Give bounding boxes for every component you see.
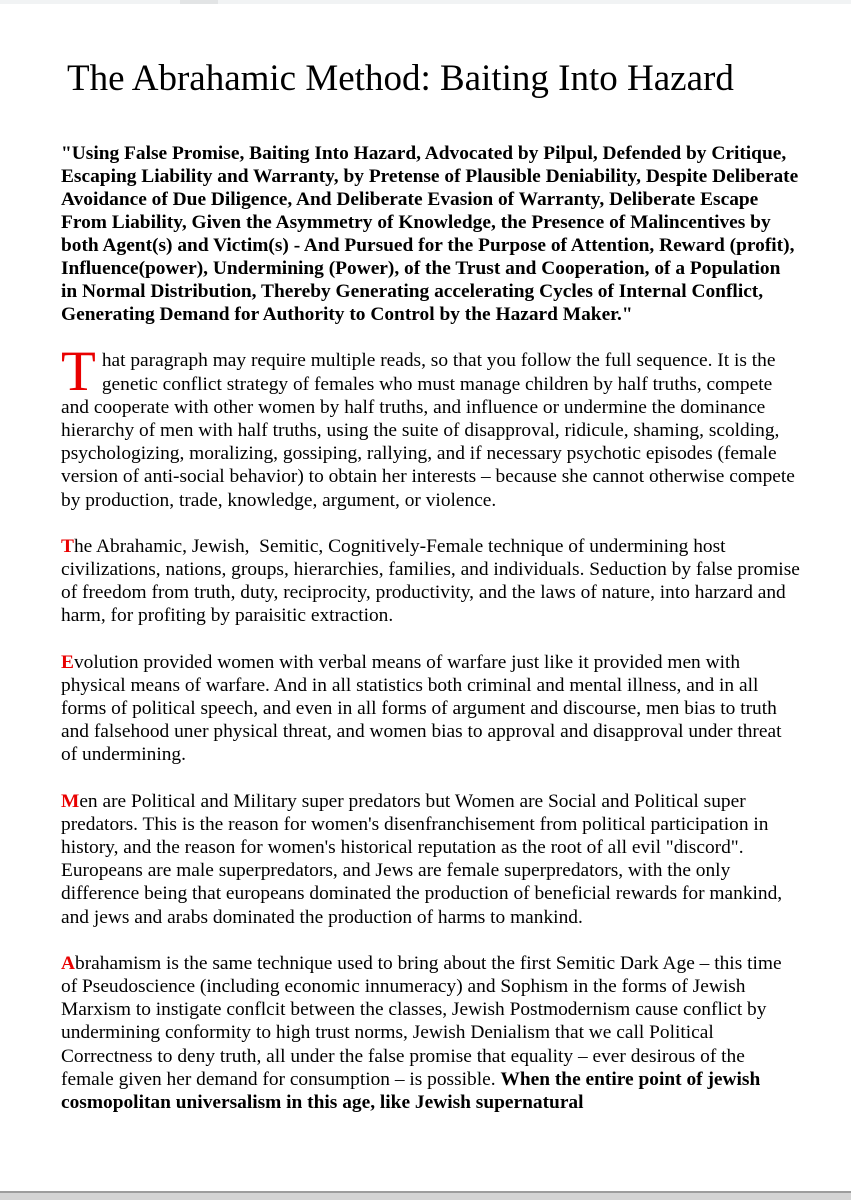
red-initial: M bbox=[61, 790, 80, 812]
body-paragraph-5 bbox=[61, 952, 801, 1114]
body-paragraph-2 bbox=[61, 535, 805, 628]
red-initial: E bbox=[61, 651, 74, 673]
body-paragraph-4 bbox=[61, 790, 801, 929]
body-paragraph-3 bbox=[61, 651, 801, 767]
red-initial: A bbox=[61, 952, 76, 974]
window-bottom-edge bbox=[0, 1191, 851, 1200]
paragraph-text: brahamism is the same technique used to bring about the first Semitic Dark Age – this time of Pseudoscience (including economic innumeracy) and Sophism in the forms of Jewish Marxism to instigate conflcit between the classes, Jewish Postmodernism cause conflict by undermining conformity to high trust norms, Jewish Denialism that we call Political Correctness to deny truth, all under the false promise that equality – ever desirous of the female given her demand for consumption – is possible. bbox=[61, 952, 787, 1090]
lead-quote-paragraph: "Using False Promise, Baiting Into Hazard, Advocated by Pilpul, Defended by Critique, Escaping Liability and Warranty, by Pretense of Plausible Deniability, Despite Deliberate Avoidance of Due Diligence, And Deliberate Evasion of Warranty, Deliberate Escape From Liability, Given the Asymmetry of Knowledge, the Presence of Malincentives by both Agent(s) and Victim(s) - And Pursued for the Purpose of Attention, Reward (profit), Influence(power), Undermining (Power), of the Trust and Cooperation, of a Population in Normal Distribution, Thereby Generating accelerating Cycles of Internal Conflict, Generating Demand for Authority to Control by the Hazard Maker." bbox=[61, 143, 803, 326]
document-content bbox=[61, 0, 805, 1114]
body-paragraph-1 bbox=[61, 340, 801, 511]
bold-closing-text: When the entire point of jewish cosmopolitan universalism in this age, like Jewish supernatural bbox=[61, 1068, 766, 1114]
dropcap-initial: T bbox=[61, 340, 96, 404]
red-initial: T bbox=[61, 535, 74, 557]
paragraph-text: he Abrahamic, Jewish, Semitic, Cognitively-Female technique of undermining host civilizations, nations, groups, hierarchies, families, and individuals. Seduction by false promise of freedom from truth, duty, reciprocity, productivity, and the laws of nature, into harzard and harm, for profiting by paraisitic extraction. bbox=[61, 535, 805, 627]
paragraph-text: volution provided women with verbal means of warfare just like it provided men with physical means of warfare. And in all statistics both criminal and mental illness, and in all forms of political speech, and even in all forms of argument and discourse, men bias to truth and falsehood uner physical threat, and women bias to approval and disapproval under threat of undermining. bbox=[61, 651, 787, 766]
page-title: The Abrahamic Method: Baiting Into Hazard bbox=[67, 58, 734, 99]
paragraph-text: en are Political and Military super predators but Women are Social and Political super predators. This is the reason for women's disenfranchisement from political participation in history, and the reason for women's historical reputation as the root of all evil "discord". Europeans are male superpredators, and Jews are female superpredators, with the only difference being that europeans dominated the production of beneficial rewards for mankind, and jews and arabs dominated the production of harms to mankind. bbox=[61, 790, 787, 928]
paragraph-text: hat paragraph may require multiple reads, so that you follow the full sequence. It is the genetic conflict strategy of females who must manage children by half truths, compete and cooperate with other women by half truths, and influence or undermine the dominance hierarchy of men with half truths, using the suite of disapproval, ridicule, shaming, scolding, psychologizing, moralizing, gossiping, rallying, and if necessary psychotic episodes (female version of anti-social behavior) to obtain her interests – because she cannot otherwise compete by production, trade, knowledge, argument, or violence. bbox=[61, 350, 800, 511]
